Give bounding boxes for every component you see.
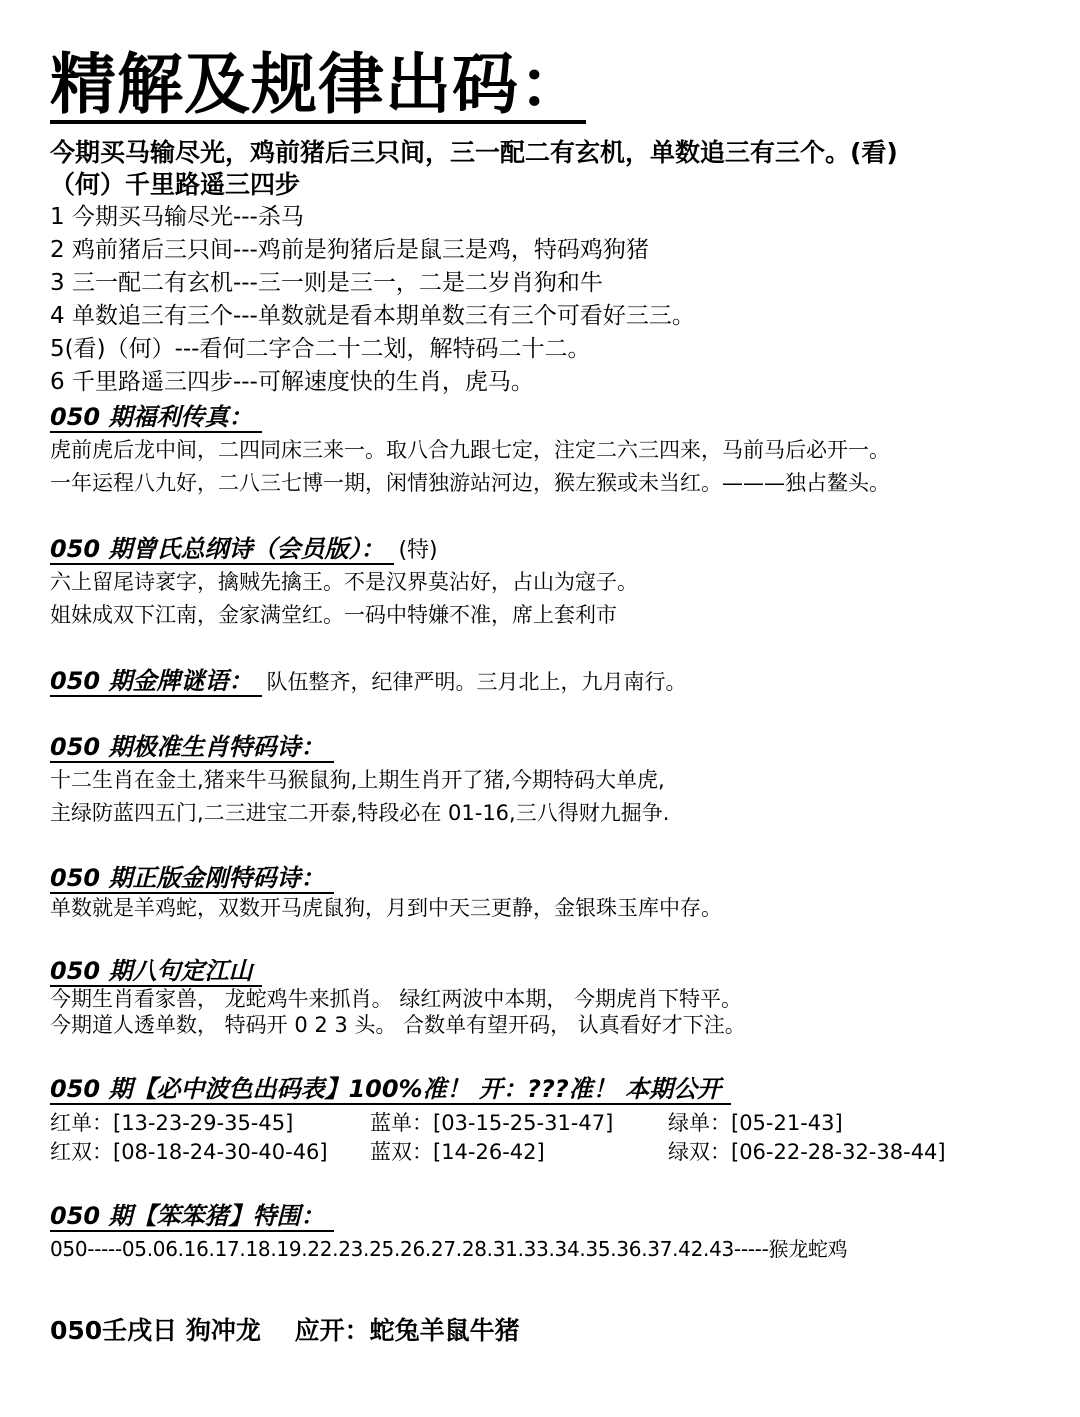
jinpai-heading-text: 050 期金牌谜语： bbox=[50, 667, 262, 697]
bose-heading bbox=[50, 1075, 731, 1104]
benben-heading-text: 050 期【笨笨猪】特围： bbox=[50, 1202, 334, 1232]
wave-green-single: 绿单：[05-21-43] bbox=[668, 1111, 843, 1135]
wave-green-double: 绿双：[06-22-28-32-38-44] bbox=[668, 1140, 946, 1164]
wave-red-single: 红单：[13-23-29-35-45] bbox=[50, 1111, 294, 1135]
intro-line-2: （何）千里路遥三四步 bbox=[50, 170, 301, 199]
item-1: 1 今期买马输尽光---杀马 bbox=[50, 204, 304, 230]
zeng-heading bbox=[50, 535, 438, 564]
jingang-text: 单数就是羊鸡蛇，双数开马虎鼠狗，月到中天三更静，金银珠玉库中存。 bbox=[50, 896, 722, 920]
fuli-heading bbox=[50, 403, 262, 432]
wave-red-double: 红双：[08-18-24-30-40-46] bbox=[50, 1140, 328, 1164]
item-4: 4 单数追三有三个---单数就是看本期单数三有三个可看好三三。 bbox=[50, 303, 695, 329]
jingang-heading-text: 050 期正版金刚特码诗： bbox=[50, 864, 334, 894]
zeng-heading-text: 050 期曾氏总纲诗（会员版）： bbox=[50, 535, 394, 565]
bose-heading-text: 050 期【必中波色出码表】100%准！ 开：???准！ 本期公开 bbox=[50, 1075, 731, 1105]
wave-blue-single: 蓝单：[03-15-25-31-47] bbox=[370, 1111, 614, 1135]
item-6: 6 千里路遥三四步---可解速度快的生肖，虎马。 bbox=[50, 369, 534, 395]
benben-heading bbox=[50, 1202, 334, 1231]
wave-blue-double: 蓝双：[14-26-42] bbox=[370, 1140, 545, 1164]
fuli-heading-text: 050 期福利传真： bbox=[50, 403, 262, 433]
intro-line-1: 今期买马输尽光，鸡前猪后三只间，三一配二有玄机，单数追三有三个。(看) bbox=[50, 138, 898, 167]
footer-line: 050壬戌日 狗冲龙 应开：蛇兔羊鼠牛猪 bbox=[50, 1316, 520, 1345]
jinpai-heading bbox=[50, 667, 686, 696]
jinpai-text: 队伍整齐，纪律严明。三月北上，九月南行。 bbox=[266, 670, 687, 694]
fuli-line-1: 虎前虎后龙中间，二四同床三来一。取八合九跟七定，注定二六三四来，马前马后必开一。 bbox=[50, 438, 890, 462]
item-3: 3 三一配二有玄机---三一则是三一，二是二岁肖狗和牛 bbox=[50, 270, 603, 296]
item-5: 5(看)（何）---看何二字合二十二划，解特码二十二。 bbox=[50, 336, 591, 362]
baju-line-1: 今期生肖看家兽， 龙蛇鸡牛来抓肖。 绿红两波中本期， 今期虎肖下特平。 bbox=[50, 987, 743, 1011]
jizhun-heading-text: 050 期极准生肖特码诗： bbox=[50, 733, 334, 763]
baju-line-2: 今期道人透单数， 特码开 0 2 3 头。 合数单有望开码， 认真看好才下注。 bbox=[50, 1013, 746, 1037]
page-title: 精解及规律出码： bbox=[50, 46, 586, 123]
jizhun-line-2: 主绿防蓝四五门,二三进宝二开泰,特段必在 01-16,三八得财九掘争. bbox=[50, 801, 670, 825]
baju-heading bbox=[50, 957, 262, 986]
baju-heading-text: 050 期八句定江山 bbox=[50, 957, 262, 987]
benben-text: 050-----05.06.16.17.18.19.22.23.25.26.27.28.31.33.34.35.36.37.42.43-----猴龙蛇鸡 bbox=[50, 1237, 848, 1261]
fuli-line-2: 一年运程八九好，二八三七博一期，闲情独游站河边，猴左猴或未当红。———独占鳌头。 bbox=[50, 471, 890, 495]
zeng-line-1: 六上留尾诗衺字，擒贼先擒王。不是汉界莫沾好，占山为寇子。 bbox=[50, 570, 638, 594]
jizhun-line-1: 十二生肖在金土,猪来牛马猴鼠狗,上期生肖开了猪,今期特码大单虎, bbox=[50, 768, 665, 792]
zeng-heading-tag: (特) bbox=[398, 538, 438, 563]
jizhun-heading bbox=[50, 733, 334, 762]
jingang-heading bbox=[50, 864, 334, 893]
item-2: 2 鸡前猪后三只间---鸡前是狗猪后是鼠三是鸡，特码鸡狗猪 bbox=[50, 237, 649, 263]
zeng-line-2: 姐妹成双下江南，金家满堂红。一码中特嫌不准，席上套利市 bbox=[50, 603, 617, 627]
